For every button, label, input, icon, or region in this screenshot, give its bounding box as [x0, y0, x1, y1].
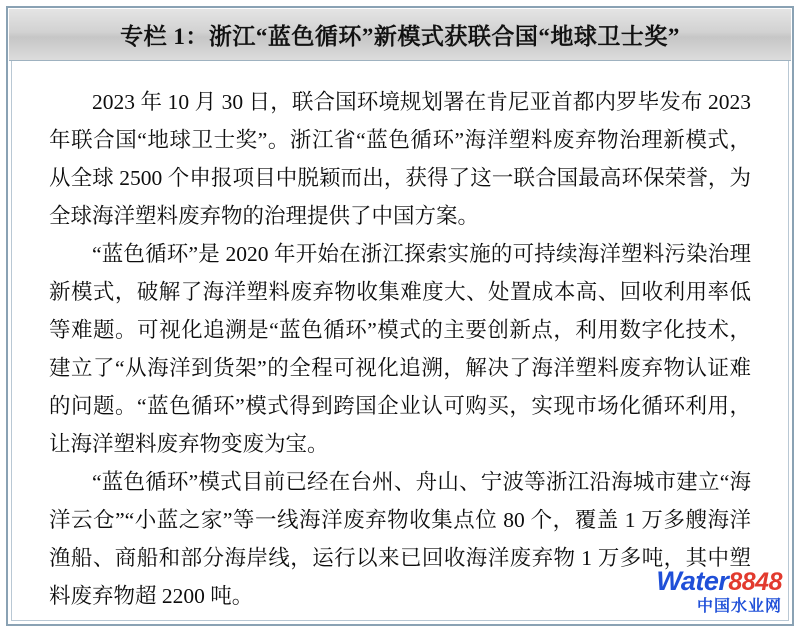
box-title-bar	[9, 9, 791, 61]
watermark-subtitle: 中国水业网	[696, 598, 782, 615]
document-body	[9, 61, 791, 627]
paragraph-1: 2023 年 10 月 30 日，联合国环境规划署在肯尼亚首都内罗毕发布 2023 年联合国“地球卫士奖”。浙江省“蓝色循环”海洋塑料废弃物治理新模式，从全球 2500 个申报项目中脱颖而出，获得了这一联合国最高环保荣誉，为全球海洋塑料废弃物的治理提供了中国方案。	[49, 90, 751, 228]
paragraph-2: “蓝色循环”是 2020 年开始在浙江探索实施的可持续海洋塑料污染治理新模式，破解了海洋塑料废弃物收集难度大、处置成本高、回收利用率低等难题。可视化追溯是“蓝色循环”模式的主要创新点，利用数字化技术，建立了“从海洋到货架”的全程可视化追溯，解决了海洋塑料废弃物认证难的问题。“蓝色循环”模式得到跨国企业认可购买，实现市场化循环利用，让海洋塑料废弃物变废为宝。	[49, 242, 751, 456]
paragraph-3: “蓝色循环”模式目前已经在台州、舟山、宁波等浙江沿海城市建立“海洋云仓”“小蓝之家”等一线海洋废弃物收集点位 80 个，覆盖 1 万多艘海洋渔船、商船和部分海岸线，运行以来已回收海洋废弃物 1 万多吨，其中塑料废弃物超 2200 吨。	[49, 470, 751, 608]
watermark-brand-text: Water	[656, 566, 729, 596]
watermark-brand	[592, 568, 782, 595]
watermark-logo	[592, 568, 782, 620]
page-title: 专栏 1：浙江“蓝色循环”新模式获联合国“地球卫士奖”	[120, 24, 680, 49]
watermark-digits: 8848	[728, 568, 782, 596]
